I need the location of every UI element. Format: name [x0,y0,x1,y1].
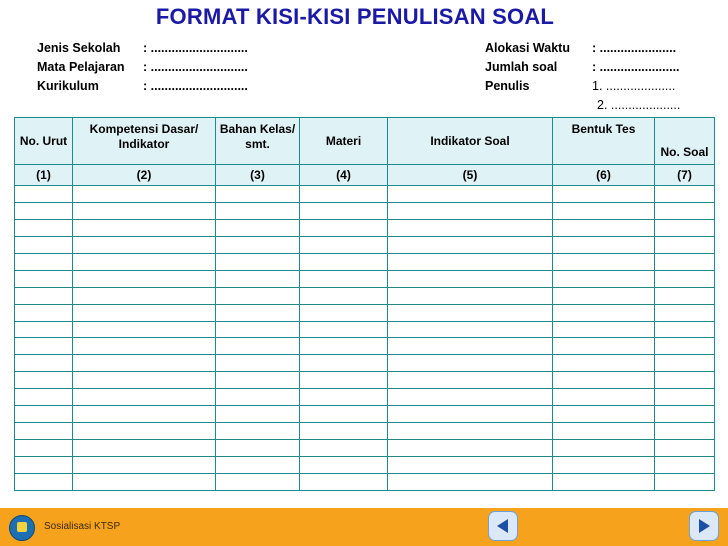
table-cell[interactable] [655,355,715,372]
table-row [15,457,715,474]
table-cell[interactable] [15,304,73,321]
table-cell[interactable] [15,338,73,355]
table-cell[interactable] [15,423,73,440]
table-cell[interactable] [300,473,388,490]
header-no-soal: No. Soal [655,118,715,165]
triangle-right-icon [695,517,713,535]
table-cell[interactable] [300,219,388,236]
table-cell[interactable] [15,457,73,474]
table-cell[interactable] [655,321,715,338]
table-cell[interactable] [216,338,300,355]
table-cell[interactable] [216,219,300,236]
table-cell[interactable] [655,406,715,423]
table-cell[interactable] [73,287,216,304]
table-cell[interactable] [553,473,655,490]
table-row [15,236,715,253]
table-cell[interactable] [388,389,553,406]
table-cell[interactable] [388,236,553,253]
header-kompetensi: Kompetensi Dasar/ Indikator [73,118,216,165]
table-cell[interactable] [553,389,655,406]
next-slide-button[interactable] [689,511,719,541]
info-label: Jumlah soal [485,60,558,74]
info-value: 1. .................... [592,79,676,93]
table-row [15,423,715,440]
table-cell[interactable] [300,355,388,372]
table-cell[interactable] [553,236,655,253]
info-row-penulis [485,77,680,96]
header-no-urut: No. Urut [15,118,73,165]
table-cell[interactable] [655,186,715,203]
table-cell[interactable] [655,270,715,287]
header-bentuk-tes: Bentuk Tes [553,118,655,165]
table-cell[interactable] [216,372,300,389]
table-cell[interactable] [300,287,388,304]
column-number: (2) [73,165,216,186]
table-cell[interactable] [73,321,216,338]
table-cell[interactable] [388,338,553,355]
table-cell[interactable] [216,473,300,490]
table-cell[interactable] [15,321,73,338]
table-cell[interactable] [300,406,388,423]
header-bahan: Bahan Kelas/ smt. [216,118,300,165]
column-number: (1) [15,165,73,186]
table-body [15,186,715,491]
info-row-jenis-sekolah [37,39,248,58]
table-row [15,406,715,423]
table-cell[interactable] [388,270,553,287]
column-number: (6) [553,165,655,186]
info-label: Alokasi Waktu [485,41,570,55]
table-cell[interactable] [73,473,216,490]
table-row [15,321,715,338]
table-cell[interactable] [553,219,655,236]
header-indikator-soal: Indikator Soal [388,118,553,165]
kisi-kisi-table [14,117,715,491]
table-cell[interactable] [300,372,388,389]
table-cell[interactable] [15,473,73,490]
table-cell[interactable] [655,236,715,253]
footer-bar [0,508,728,546]
table-cell[interactable] [300,423,388,440]
table-cell[interactable] [655,389,715,406]
table-cell[interactable] [553,304,655,321]
info-row-kurikulum [37,77,248,96]
table-cell[interactable] [553,406,655,423]
table-cell[interactable] [216,270,300,287]
table-cell[interactable] [216,202,300,219]
table-column-number-row [15,165,715,186]
table-cell[interactable] [73,440,216,457]
table-cell[interactable] [300,253,388,270]
info-value: : ...................... [592,41,677,55]
table-cell[interactable] [388,355,553,372]
table-cell[interactable] [388,219,553,236]
table-cell[interactable] [15,202,73,219]
table-cell[interactable] [388,253,553,270]
table-cell[interactable] [15,219,73,236]
table-cell[interactable] [15,270,73,287]
info-value: : ............................ [143,79,248,93]
table-row [15,355,715,372]
table-cell[interactable] [300,440,388,457]
table-cell[interactable] [15,186,73,203]
table-cell[interactable] [388,186,553,203]
table-row [15,389,715,406]
table-cell[interactable] [553,287,655,304]
info-row-alokasi-waktu [485,39,680,58]
info-value: : ............................ [143,41,248,55]
school-info [37,39,248,96]
table-cell[interactable] [655,423,715,440]
table-cell[interactable] [655,338,715,355]
table-cell[interactable] [388,372,553,389]
table-cell[interactable] [388,457,553,474]
table-row [15,287,715,304]
table-row [15,440,715,457]
table-cell[interactable] [15,355,73,372]
table-cell[interactable] [216,321,300,338]
header-materi: Materi [300,118,388,165]
table-row [15,372,715,389]
table-cell[interactable] [73,304,216,321]
table-cell[interactable] [300,202,388,219]
table-cell[interactable] [553,372,655,389]
table-cell[interactable] [216,186,300,203]
info-label: Mata Pelajaran [37,60,125,74]
table-cell[interactable] [73,389,216,406]
table-cell[interactable] [73,253,216,270]
table-cell[interactable] [655,253,715,270]
table-cell[interactable] [388,287,553,304]
triangle-left-icon [494,517,512,535]
table-cell[interactable] [388,304,553,321]
footer-label: Sosialisasi KTSP [44,521,121,532]
table-row [15,304,715,321]
table-cell[interactable] [73,236,216,253]
table-cell[interactable] [73,406,216,423]
table-row [15,270,715,287]
table-cell[interactable] [15,440,73,457]
table-cell[interactable] [553,321,655,338]
table-cell[interactable] [553,457,655,474]
table-cell[interactable] [655,202,715,219]
table-cell[interactable] [73,355,216,372]
table-cell[interactable] [73,457,216,474]
table-row [15,253,715,270]
table-cell[interactable] [300,389,388,406]
table-cell[interactable] [216,406,300,423]
info-row-penulis-2: 2. .................... [597,98,681,112]
table-cell[interactable] [300,457,388,474]
info-label: Penulis [485,79,530,93]
table-cell[interactable] [388,406,553,423]
table-cell[interactable] [216,389,300,406]
table-cell[interactable] [655,219,715,236]
table-cell[interactable] [388,473,553,490]
table-cell[interactable] [388,423,553,440]
table-cell[interactable] [73,338,216,355]
column-number: (4) [300,165,388,186]
table-cell[interactable] [15,287,73,304]
table-row [15,202,715,219]
table-cell[interactable] [553,338,655,355]
table-cell[interactable] [73,219,216,236]
table-cell[interactable] [553,270,655,287]
table-row [15,473,715,490]
table-cell[interactable] [655,372,715,389]
table-cell[interactable] [388,202,553,219]
table-header-row [15,118,715,165]
table-cell[interactable] [216,355,300,372]
info-label: Kurikulum [37,79,99,93]
table-cell[interactable] [655,287,715,304]
table-cell[interactable] [553,253,655,270]
table-cell[interactable] [300,338,388,355]
table-cell[interactable] [216,287,300,304]
table-cell[interactable] [553,440,655,457]
table-cell[interactable] [553,423,655,440]
table-cell[interactable] [300,186,388,203]
info-value: : ....................... [592,60,680,74]
column-number: (5) [388,165,553,186]
table-cell[interactable] [655,304,715,321]
column-number: (3) [216,165,300,186]
table-cell[interactable] [15,236,73,253]
page-title: FORMAT KISI-KISI PENULISAN SOAL [155,4,555,29]
info-label: Jenis Sekolah [37,41,121,55]
table-cell[interactable] [300,270,388,287]
table-cell[interactable] [655,440,715,457]
info-row-jumlah-soal [485,58,680,77]
exam-info [485,39,680,115]
table-cell[interactable] [73,270,216,287]
table-cell[interactable] [15,406,73,423]
table-cell[interactable] [73,202,216,219]
table-cell[interactable] [300,304,388,321]
table-cell[interactable] [15,253,73,270]
table-cell[interactable] [216,423,300,440]
table-cell[interactable] [300,236,388,253]
table-cell[interactable] [216,253,300,270]
table-cell[interactable] [73,186,216,203]
table-cell[interactable] [73,423,216,440]
table-cell[interactable] [553,186,655,203]
table-cell[interactable] [216,304,300,321]
table-cell[interactable] [216,440,300,457]
table-row [15,186,715,203]
column-number: (7) [655,165,715,186]
table-cell[interactable] [216,457,300,474]
table-cell[interactable] [553,202,655,219]
table-cell[interactable] [216,236,300,253]
table-cell[interactable] [388,321,553,338]
previous-slide-button[interactable] [488,511,518,541]
info-value: : ............................ [143,60,248,74]
table-cell[interactable] [553,355,655,372]
table-cell[interactable] [15,372,73,389]
table-cell[interactable] [15,389,73,406]
table-cell[interactable] [388,440,553,457]
table-row [15,219,715,236]
ministry-logo-icon [9,515,35,541]
info-row-mata-pelajaran [37,58,248,77]
table-cell[interactable] [73,372,216,389]
table-row [15,338,715,355]
table-cell[interactable] [300,321,388,338]
table-cell[interactable] [655,473,715,490]
table-cell[interactable] [655,457,715,474]
